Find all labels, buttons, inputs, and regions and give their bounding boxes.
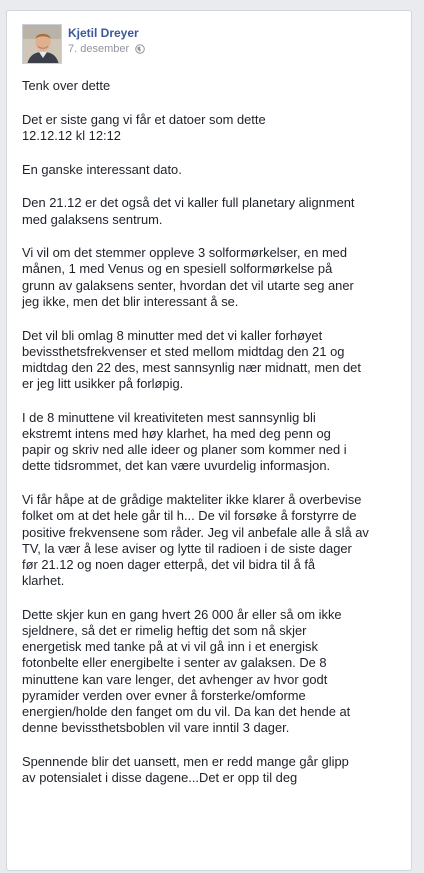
post-paragraph: Det er siste gang vi får et datoer som dette 12.12.12 kl 12:12 <box>22 111 266 143</box>
facebook-post <box>6 10 412 871</box>
post-date[interactable]: 7. desember <box>68 43 130 55</box>
globe-icon[interactable] <box>135 44 145 54</box>
post-paragraph: Dette skjer kun en gang hvert 26 000 år eller så om ikke sjeldnere, så det er rimelig heftig det som nå skjer energetisk med tanke på at vi vil gå inn i et energisk fotonbelte eller energibelte i senter av galaksen. De 8 minuttene kan vare lenger, det avhenger av hvor godt pyramider verden over evner å forsterke/omforme energien/holde den fanget om du vil. Da kan det hende at denne bevissthetsboblen vil vare inntil 3 dager. <box>22 606 351 736</box>
post-paragraph: Det vil bli omlag 8 minutter med det vi kaller forhøyet bevissthetsfrekvenser et sted mellom midtdag den 21 og midtdag den 22 des, mest sannsynlig nær midnatt, men det er jeg litt usikker på forløpig. <box>22 327 361 392</box>
post-header <box>22 24 392 64</box>
avatar-photo <box>23 25 62 64</box>
author-name[interactable]: Kjetil Dreyer <box>68 26 139 40</box>
post-paragraph: Vi vil om det stemmer oppleve 3 solformørkelser, en med månen, 1 med Venus og en spesiell solformørkelse på grunn av galaksens senter, hvordan det vil utarte seg aner jeg ikke, men det blir interessant å se. <box>22 245 354 309</box>
post-paragraph: Vi får håpe at de grådige makteliter ikke klarer å overbevise folket om at det hele går til h... De vil forsøke å forstyrre de positive frekvensene som råder. Jeg vil anbefale alle å slå av TV, la vær å lese aviser og lytte til radioen i de siste dager før 21.12 og noen dager etterpå, det vil bidra til å få klarhet. <box>22 492 369 589</box>
post-body <box>22 78 406 804</box>
post-paragraph: Tenk over dette <box>22 78 111 93</box>
post-paragraph: I de 8 minuttene vil kreativiteten mest sannsynlig bli ekstremt intens med høy klarhet, ha med deg penn og papir og skriv ned alle ideer og planer som kommer ned i dette tidsrommet, det kan være uvurdelig informasjon. <box>22 409 347 474</box>
post-paragraph: En ganske interessant dato. <box>22 161 182 177</box>
post-meta <box>68 43 145 55</box>
avatar[interactable] <box>22 24 62 64</box>
post-paragraph: Spennende blir det uansett, men er redd mange går glipp av potensialet i disse dagene...Det er opp til deg <box>22 754 349 786</box>
post-paragraph: Den 21.12 er det også det vi kaller full planetary alignment med galaksens sentrum. <box>22 195 355 227</box>
